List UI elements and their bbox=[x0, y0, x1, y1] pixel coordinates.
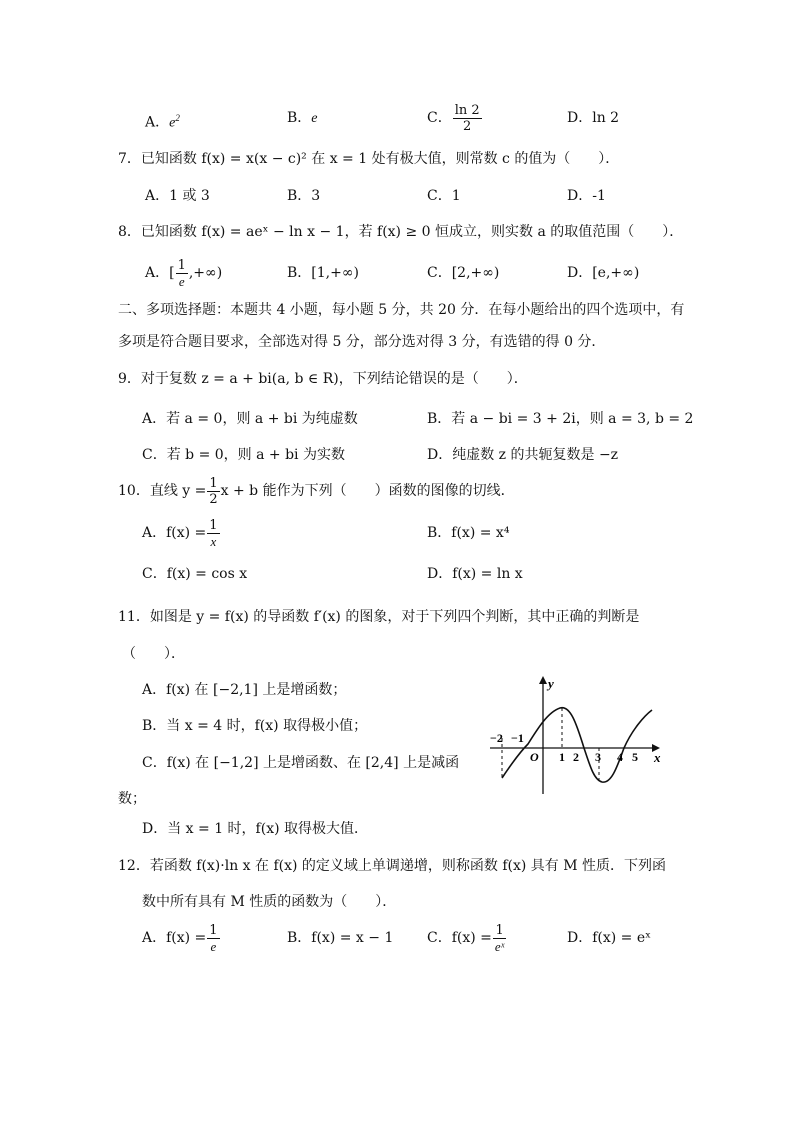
section-2-heading-line1: 二、多项选择题：本题共 4 小题，每小题 5 分，共 20 分．在每小题给出的四个选项中，有 bbox=[118, 302, 685, 318]
q12-stem-continued: 数中所有具有 M 性质的函数为（ ）． bbox=[142, 894, 397, 910]
q10-option-d: D．f(x) = ln x bbox=[427, 566, 523, 582]
q7-stem: 7．已知函数 f(x) = x(x − c)² 在 x = 1 处有极大值，则常数 c 的值为（ ）． bbox=[118, 151, 620, 167]
q9-option-c: C．若 b = 0，则 a + bi 为实数 bbox=[142, 447, 345, 463]
q12-option-b: B．f(x) = x − 1 bbox=[287, 930, 394, 946]
q7-option-d: D．-1 bbox=[567, 188, 606, 204]
q8-option-c: C．[2,+∞) bbox=[427, 265, 500, 281]
section-2-heading-line2: 多项是符合题目要求，全部选对得 5 分，部分选对得 3 分，有选错的得 0 分． bbox=[118, 334, 606, 350]
y-axis-label: y bbox=[548, 676, 554, 691]
q10-option-b: B．f(x) = x⁴ bbox=[427, 525, 510, 541]
y-axis-arrow bbox=[539, 676, 547, 684]
q9-option-b: B．若 a − bi = 3 + 2i，则 a = 3, b = 2 bbox=[427, 411, 694, 427]
tick-label: −2 bbox=[490, 731, 503, 745]
tick-label: 3 bbox=[595, 750, 601, 764]
q9-option-d: D．纯虚数 z 的共轭复数是 −z bbox=[427, 447, 619, 463]
q11-option-b: B．当 x = 4 时，f(x) 取得极小值； bbox=[142, 718, 368, 734]
q11-option-a: A．f(x) 在 [−2,1] 上是增函数； bbox=[142, 682, 347, 698]
tick-label: 5 bbox=[632, 750, 638, 764]
q6-option-d: D．ln 2 bbox=[567, 110, 620, 126]
q10-stem: 10．直线 y = $\frac{1}{2}$ x + b 能作为下列（ ）函数的图像的切线． bbox=[118, 475, 515, 507]
q8-option-b: B．[1,+∞) bbox=[287, 265, 359, 281]
q11-option-d: D．当 x = 1 时，f(x) 取得极大值． bbox=[142, 821, 369, 837]
q6-option-b: B．e bbox=[287, 110, 318, 126]
q8-option-a: A．[ $\frac{1}{e}$ ,+∞) bbox=[145, 257, 223, 289]
q7-option-c: C．1 bbox=[427, 188, 461, 204]
q12-option-a: A．f(x) = $\frac{1}{e}$ bbox=[142, 922, 218, 954]
q9-option-a: A．若 a = 0，则 a + bi 为纯虚数 bbox=[142, 411, 358, 427]
q8-option-d: D．[e,+∞) bbox=[567, 265, 640, 281]
q7-option-a: A．1 或 3 bbox=[145, 188, 210, 204]
tick-label: −1 bbox=[511, 731, 524, 745]
q10-option-a: A．f(x) = $\frac{1}{x}$ bbox=[142, 517, 218, 549]
tick-label: 4 bbox=[617, 750, 623, 764]
origin-label: O bbox=[530, 750, 539, 764]
q9-stem: 9．对于复数 z = a + bi(a, b ∈ R)，下列结论错误的是（ ）． bbox=[118, 371, 528, 387]
q11-stem-continued: （ ）． bbox=[122, 646, 185, 662]
q11-option-c-continued: 数； bbox=[118, 791, 146, 807]
q11-option-c: C．f(x) 在 [−1,2] 上是增函数、在 [2,4] 上是减函 bbox=[142, 755, 460, 771]
q12-stem: 12．若函数 f(x)·ln x 在 f(x) 的定义域上单调递增，则称函数 f(x) 具有 M 性质．下列函 bbox=[118, 858, 667, 874]
q6-option-a: A．$e^2$ bbox=[145, 113, 180, 131]
tick-label: 2 bbox=[573, 750, 579, 764]
q12-option-c: C．f(x) = $\frac{1}{\text{eˣ}}$ bbox=[427, 922, 505, 954]
q11-stem: 11．如图是 y = f(x) 的导函数 f′(x) 的图象，对于下列四个判断，其中正确的判断是 bbox=[118, 609, 640, 625]
derivative-graph bbox=[482, 672, 672, 802]
x-axis-label: x bbox=[654, 750, 661, 765]
q12-option-d: D．f(x) = eˣ bbox=[567, 930, 652, 946]
q7-option-b: B．3 bbox=[287, 188, 321, 204]
q10-option-c: C．f(x) = cos x bbox=[142, 566, 248, 582]
tick-label: 1 bbox=[559, 750, 565, 764]
q6-option-c: C． $\frac{\ln 2}{2}$ bbox=[427, 102, 480, 134]
q8-stem: 8．已知函数 f(x) = aeˣ − ln x − 1，若 f(x) ≥ 0 恒成立，则实数 a 的取值范围（ ）． bbox=[118, 224, 684, 240]
derivative-curve bbox=[502, 708, 652, 782]
